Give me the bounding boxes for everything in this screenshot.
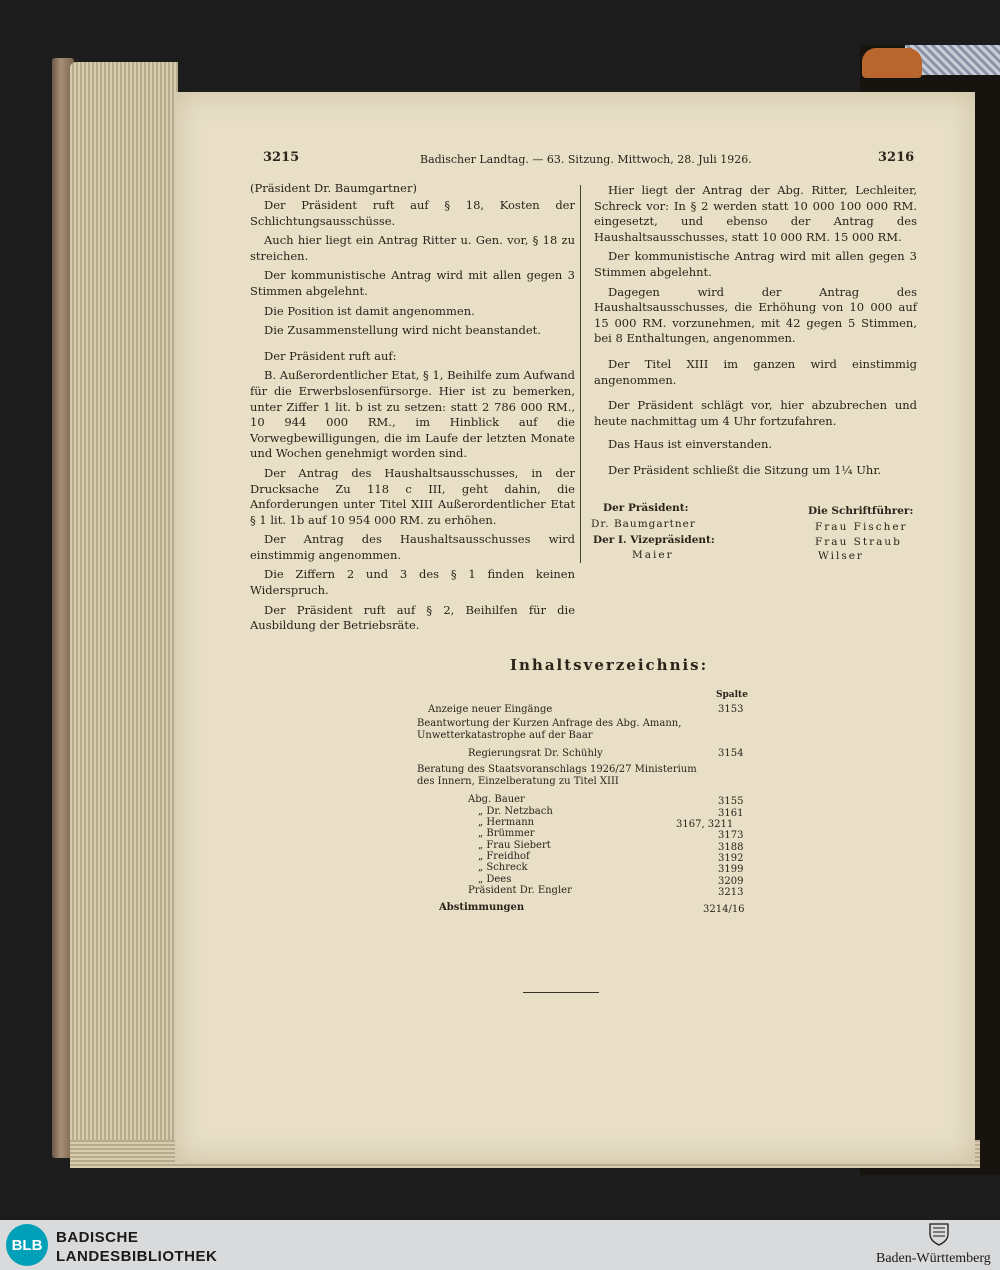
- paragraph: Die Position ist damit angenommen.: [264, 303, 475, 318]
- secretary-name: Wilser: [818, 550, 864, 562]
- toc-speaker-page: 3209: [718, 876, 744, 887]
- toc-speaker: Präsident Dr. Engler: [468, 885, 572, 896]
- page-number-left: 3215: [263, 150, 300, 165]
- toc-speaker: „ Hermann: [478, 817, 535, 828]
- toc-entry: Regierungsrat Dr. Schühly: [468, 748, 603, 759]
- speaker-header: (Präsident Dr. Baumgartner): [250, 181, 417, 195]
- paragraph: Der kommunistische Antrag wird mit allen gegen 3 Stimmen abgelehnt.: [250, 268, 575, 298]
- running-title: Badischer Landtag. — 63. Sitzung. Mittwoch, 28. Juli 1926.: [420, 153, 752, 166]
- paragraph: Die Ziffern 2 und 3 des § 1 finden keinen Widerspruch.: [250, 567, 575, 598]
- toc-speaker: „ Freidhof: [478, 851, 530, 862]
- paragraph: Dagegen wird der Antrag des Haushaltsausschusses, die Erhöhung von 10 000 auf 15 000 RM. vorzunehmen, mit 42 gegen 5 Stimmen, bei 8 Enthaltungen, angenommen.: [594, 284, 917, 346]
- blb-logo[interactable]: BLB: [6, 1224, 48, 1266]
- toc-speaker-page: 3161: [718, 808, 744, 819]
- left-column: [250, 198, 575, 638]
- toc-speaker-page: 3173: [718, 830, 744, 841]
- secretary-name: Frau Fischer: [815, 521, 908, 533]
- toc-speaker: „ Brümmer: [478, 828, 535, 839]
- book-clasp: [862, 48, 922, 78]
- toc-speaker-page: 3167, 3211: [676, 819, 734, 830]
- paragraph: B. Außerordentlicher Etat, § 1, Beihilfe zum Aufwand für die Erwerbslosenfürsorge. Hier ist zu bemerken, unter Ziffer 1 lit. b ist zu setzen: statt 2 786 000 RM., 10 944 000 RM., im Hinblick auf die Vorwegbewilligungen, die im Laufe der letzten Monate und Wochen genehmigt worden sind.: [250, 368, 575, 461]
- secretary-name: Frau Straub: [815, 536, 902, 548]
- paragraph: Das Haus ist einverstanden.: [608, 437, 773, 452]
- toc-speaker: „ Dr. Netzbach: [478, 806, 553, 817]
- state-name[interactable]: Baden-Württemberg: [876, 1251, 991, 1266]
- toc-entry-page: 3153: [718, 704, 744, 715]
- paragraph: Der Präsident schlägt vor, hier abzubrechen und heute nachmittag um 4 Uhr fortzufahren.: [594, 398, 917, 428]
- paragraph: Der Antrag des Haushaltsausschusses wird einstimmig angenommen.: [250, 532, 575, 562]
- toc-entry: Beantwortung der Kurzen Anfrage des Abg. Amann, Unwetterkatastrophe auf der Baar: [417, 718, 682, 741]
- column-divider: [580, 185, 581, 563]
- paragraph: Auch hier liegt ein Antrag Ritter u. Gen. vor, § 18 zu streichen.: [250, 233, 575, 263]
- vice-president-name: Maier: [632, 549, 674, 561]
- library-name-line2: LANDESBIBLIOTHEK: [56, 1248, 218, 1265]
- paragraph: Der Titel XIII im ganzen wird einstimmig angenommen.: [594, 356, 917, 387]
- toc-votes: Abstimmungen: [439, 902, 525, 913]
- paragraph: Der Präsident ruft auf:: [264, 348, 397, 363]
- toc-entry: Beratung des Staatsvoranschlags 1926/27 Ministerium des Innern, Einzelberatung zu Titel XIII: [417, 764, 697, 787]
- toc-speaker-page: 3199: [718, 864, 744, 875]
- toc-entry: Anzeige neuer Eingänge: [428, 704, 553, 715]
- paragraph: Der Präsident ruft auf § 2, Beihilfen für die Ausbildung der Betriebsräte.: [250, 602, 575, 633]
- secretaries-label: Die Schriftführer:: [808, 505, 914, 517]
- library-name-line1: BADISCHE: [56, 1229, 139, 1246]
- toc-speaker-page: 3192: [718, 853, 744, 864]
- paragraph: Der Präsident ruft auf § 18, Kosten der Schlichtungsausschüsse.: [250, 198, 575, 228]
- paragraph: Die Zusammenstellung wird nicht beanstandet.: [264, 323, 541, 338]
- paragraph: Der kommunistische Antrag wird mit allen gegen 3 Stimmen abgelehnt.: [594, 249, 917, 279]
- page-edges: [70, 62, 178, 1162]
- page-number-right: 3216: [878, 150, 915, 165]
- crest-icon: [928, 1222, 950, 1246]
- toc-speaker-page: 3155: [718, 796, 744, 807]
- end-rule: [523, 992, 599, 993]
- toc-speaker: „ Frau Siebert: [478, 840, 551, 851]
- toc-title: Inhaltsverzeichnis:: [510, 656, 709, 674]
- toc-column-header: Spalte: [716, 690, 748, 700]
- toc-entry-page: 3154: [718, 748, 744, 759]
- paragraph: Der Antrag des Haushaltsausschusses, in der Drucksache Zu 118 c III, geht dahin, die Anforderungen unter Titel XIII Außerordentlicher Etat § 1 lit. 1b auf 10 954 000 RM. zu erhöhen.: [250, 465, 575, 527]
- toc-speaker: Abg. Bauer: [468, 794, 525, 805]
- toc-speaker: „ Schreck: [478, 862, 528, 873]
- toc-speaker: „ Dees: [478, 874, 512, 885]
- paragraph: Hier liegt der Antrag der Abg. Ritter, Lechleiter, Schreck vor: In § 2 werden statt 10 000 100 000 RM. eingesetzt, und ebenso der Antrag des Haushaltsausschusses, statt 10 000 RM. 15 000 RM.: [594, 183, 917, 244]
- right-column: [594, 183, 917, 483]
- president-label: Der Präsident:: [603, 502, 689, 514]
- toc-votes-page: 3214/16: [703, 904, 745, 915]
- paragraph: Der Präsident schließt die Sitzung um 1¼ Uhr.: [608, 462, 882, 477]
- vice-president-label: Der I. Vizepräsident:: [593, 534, 715, 546]
- library-name[interactable]: [56, 1228, 217, 1266]
- toc-speaker-page: 3213: [718, 887, 744, 898]
- president-name: Dr. Baumgartner: [591, 518, 696, 530]
- toc-speaker-page: 3188: [718, 842, 744, 853]
